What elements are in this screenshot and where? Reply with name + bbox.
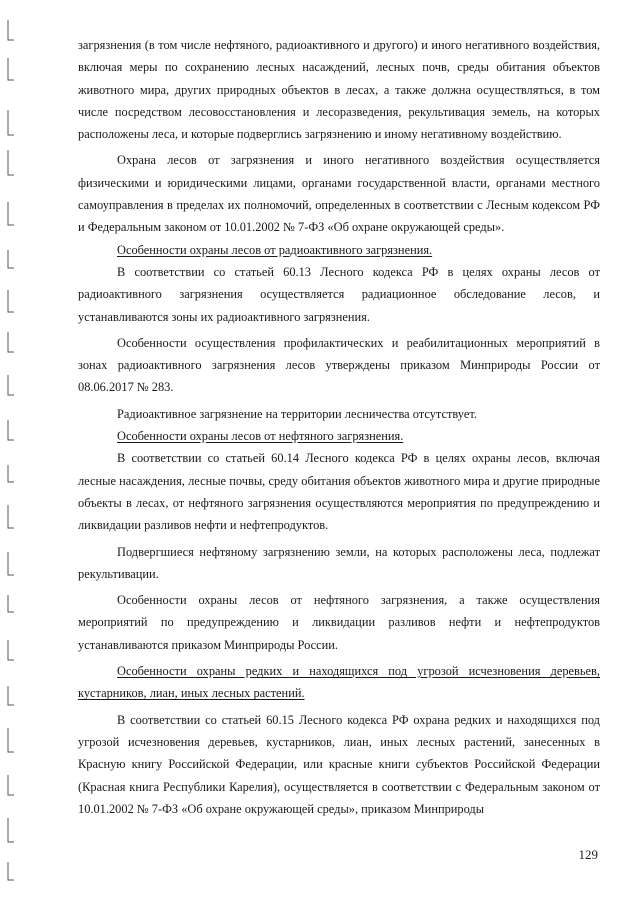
page-number: 129: [578, 847, 598, 862]
paragraph: Особенности охраны лесов от нефтяного загрязнения, а также осуществления мероприятий по предупреждению и ликвидации разливов нефти и нефтепродуктов устанавливаются приказом Минприроды России.: [78, 593, 600, 652]
paragraph: В соответствии со статьей 60.13 Лесного кодекса РФ в целях охраны лесов от радиоактивного загрязнения осуществляется радиационное обследование лесов, и устанавливаются зоны их радиоактивного загрязнения.: [78, 264, 600, 324]
section-heading-text: Особенности охраны лесов от нефтяного загрязнения.: [117, 429, 404, 444]
section-heading: [78, 239, 600, 261]
section-heading: [78, 425, 600, 447]
paragraph: В соответствии со статьей 60.15 Лесного кодекса РФ охрана редких и находящихся под угрозой исчезновения деревьев, кустарников, лиан, иных лесных растений, занесенных в Красную книгу Российской Федерации, или красные книги субъектов Российской Федерации (Красная книга Республики Карелия), осуществляется в соответствии с Федеральным законом от 10.01.2002 № 7-ФЗ «Об охране окружающей среды», приказом Минприроды: [78, 712, 600, 816]
paragraph: В соответствии со статьей 60.14 Лесного кодекса РФ в целях охраны лесов, включая лесные насаждения, лесные почвы, среду обитания объектов животного мира и другие природные объекты в лесах, от нефтяного загрязнения осуществляются мероприятия по предупреждению и ликвидации разливов нефти и нефтепродуктов.: [78, 451, 600, 533]
paragraph: Подвергшиеся нефтяному загрязнению земли, на которых расположены леса, подлежат рекультивации.: [78, 544, 600, 581]
section-heading-text: Особенности охраны лесов от радиоактивного загрязнения.: [117, 242, 433, 257]
paragraph: Особенности осуществления профилактических и реабилитационных мероприятий в зонах радиоактивного загрязнения лесов утверждены приказом Минприроды России от 08.06.2017 № 283.: [78, 335, 600, 395]
binding-margin-marks: [0, 0, 30, 905]
paragraph: Охрана лесов от загрязнения и иного негативного воздействия осуществляется физическими и юридическими лицами, органами государственной власти, органами местного самоуправления в пределах их полномочий, определенных в соответствии с Лесным кодексом РФ и Федеральным законом от 10.01.2002 № 7-ФЗ «Об охране окружающей среды».: [78, 153, 600, 235]
section-heading-text: Особенности охраны редких и находящихся под угрозой исчезновения деревьев, кустарников, лиан, иных лесных растений.: [78, 664, 600, 701]
section-heading: [78, 660, 600, 705]
document-body: [78, 34, 600, 820]
paragraph: Радиоактивное загрязнение на территории лесничества отсутствует.: [117, 406, 477, 421]
paragraph: загрязнения (в том числе нефтяного, радиоактивного и другого) и иного негативного воздействия, включая меры по сохранению лесных насаждений, лесных почв, среды обитания объектов животного мира, других природных объектов в лесах, а также должна осуществляться, в том числе посредством лесовосстановления и лесоразведения, рекультивация земель, на которых расположены леса, и которые подверглись загрязнению и иному негативному воздействию.: [78, 38, 600, 142]
